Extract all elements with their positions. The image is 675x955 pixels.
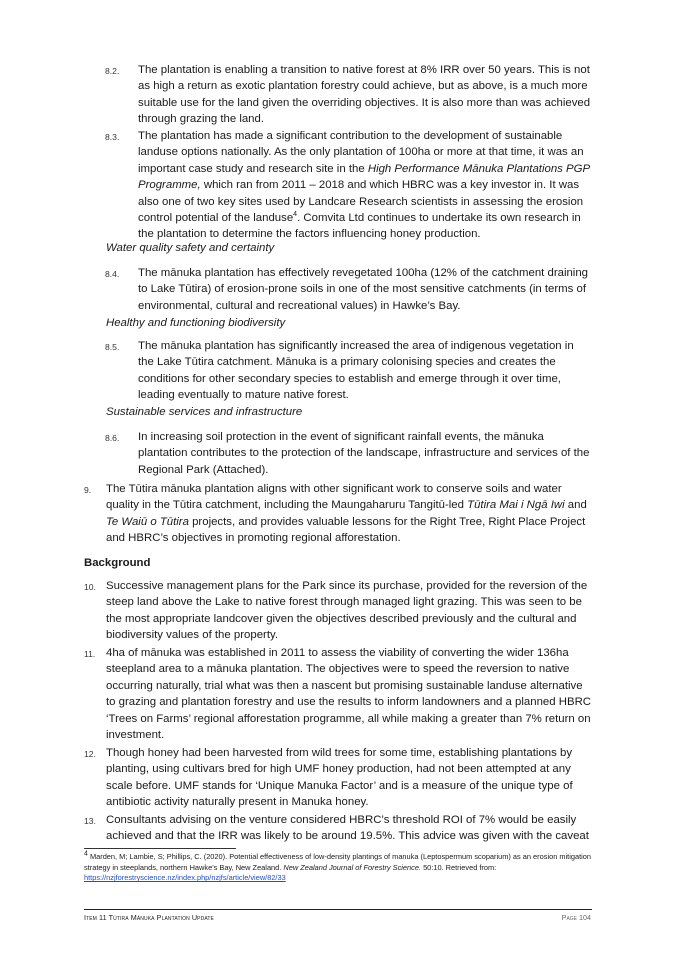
paragraph-8-6 bbox=[105, 429, 592, 478]
paragraph-number: 12. bbox=[84, 749, 96, 759]
subheading-water-quality: Water quality safety and certainty bbox=[106, 242, 275, 254]
paragraph-text: The mānuka plantation has effectively revegetated 100ha (12% of the catchment draining to Lake Tūtira) of erosion-prone soils in one of the most sensitive catchments (in terms of environmental, cultural and recreational values) in Hawke’s Bay. bbox=[138, 267, 589, 312]
paragraph-text: The Tūtira mānuka plantation aligns with other significant work to conserve soils and water quality in the Tūtira catchment, including the Maungaharuru Tangitū-led Tūtira Mai i Ngā Iwi and Te Waiū o Tūtira projects, and provides valuable lessons for the Right Tree, Right Place Project and HBRC’s objectives in promoting regional afforestation. bbox=[106, 483, 587, 545]
paragraph-text: In increasing soil protection in the event of significant rainfall events, the mānuka plantation contributes to the protection of the landscape, infrastructure and services of the Regional Park (Attached). bbox=[138, 431, 590, 476]
paragraph-number: 8.6. bbox=[105, 433, 120, 443]
paragraph-number: 8.4. bbox=[105, 269, 120, 279]
paragraph-number: 8.3. bbox=[105, 132, 120, 142]
paragraph-number: 9. bbox=[84, 485, 92, 495]
paragraph-text: Successive management plans for the Park since its purchase, provided for the reversion of the steep land above the Lake to native forest through managed light grazing. This was seen to be the most appropriate landcover given the objectives described previously and the cultural and biodiversity values of the property. bbox=[106, 580, 588, 642]
paragraph-text: The mānuka plantation has significantly increased the area of indigenous vegetation in the Lake Tūtira catchment. Mānuka is a primary colonising species and creates the conditions for other secondary species to establish and emerge through it over time, leading eventually to mature native forest. bbox=[138, 340, 574, 402]
paragraph-text: Consultants advising on the venture considered HBRC’s threshold ROI of 7% would be easily achieved and that the IRR was likely to be around 19.5%. This advice was given with the caveat bbox=[106, 814, 589, 843]
footer-divider bbox=[84, 909, 592, 910]
paragraph-text: Though honey had been harvested from wild trees for some time, establishing plantations by planting, using cultivars bred for high UMF honey production, had not been attempted at any scale before. UMF stands for ‘Unique Manuka Factor’ and is a measure of the unique type of antibiotic activity naturally present in Manuka honey. bbox=[106, 747, 573, 809]
footnote-reference[interactable]: 4 bbox=[293, 211, 298, 219]
project-name: Tūtira Mai i Ngā Iwi bbox=[467, 499, 565, 512]
paragraph-text: The plantation has made a significant contribution to the development of sustainable landuse options nationally. As the only plantation of 100ha or more at that time, it was an important case study and research site in the High Performance Mānuka Plantations PGP Programme, which ran from 2011 – 2018 and which HBRC was a key investor in. It was also one of two key sites used by Landcare Research scientists in assessing the erosion control potential of the landuse$^4$. Comvita Ltd continues to undertake its own research in the plantation to determine the factors influencing honey production. bbox=[138, 130, 590, 241]
subheading-services: Sustainable services and infrastructure bbox=[106, 406, 303, 418]
paragraph-text: The plantation is enabling a transition to native forest at 8% IRR over 50 years. This is not as high a return as exotic plantation forestry could achieve, but as above, is a much more suitable use for the land given the overriding objectives. It is also more than was achieved through grazing the land. bbox=[138, 64, 591, 126]
paragraph-9 bbox=[84, 481, 592, 547]
paragraph-8-2 bbox=[105, 62, 592, 128]
journal-name: New Zealand Journal of Forestry Science. bbox=[283, 862, 422, 872]
paragraph-number: 8.2. bbox=[105, 66, 120, 76]
paragraph-12 bbox=[84, 745, 592, 811]
paragraph-11 bbox=[84, 645, 592, 743]
footnote-marker: 4 bbox=[84, 850, 88, 858]
paragraph-text: 4ha of mānuka was established in 2011 to assess the viability of converting the wider 136ha steepland area to a mānuka plantation. The objectives were to speed the reversion to native occurring naturally, trial what was then a nascent but promising sustainable landuse alternative to grazing and plantation forestry and use the results to inform landowners and a planned HBRC ‘Trees on Farms’ regional afforestation programme, all while making a greater than 7% return on investment. bbox=[106, 647, 592, 742]
paragraph-8-5 bbox=[105, 338, 592, 404]
paragraph-10 bbox=[84, 578, 592, 644]
paragraph-13 bbox=[84, 812, 592, 845]
paragraph-number: 11. bbox=[84, 649, 96, 659]
footnote-link[interactable]: https://nzjforestryscience.nz/index.php/nzjfs/article/view/82/33 bbox=[84, 873, 286, 883]
project-name: Te Waiū o Tūtira bbox=[106, 515, 189, 528]
footnote: $^4$ Marden, M; Lambie, S; Phillips, C. (2020). Potential effectiveness of low-density plantings of manuka (Leptospermum scoparium) as an erosion mitigation strategy in steeplands, northern Hawke’s Bay, New Zealand. New Zealand Journal of Forestry Science. 50:10. Retrieved from: https://nzjforestryscience.nz/index.php/nzjfs/article/view/82/33 bbox=[84, 850, 591, 883]
paragraph-8-3 bbox=[105, 128, 592, 243]
paragraph-number: 13. bbox=[84, 816, 96, 826]
paragraph-number: 8.5. bbox=[105, 342, 120, 352]
subheading-biodiversity: Healthy and functioning biodiversity bbox=[106, 317, 286, 329]
footer-title: Item 11 Tūtira Mānuka Plantation Update bbox=[84, 913, 214, 922]
section-heading-background: Background bbox=[84, 557, 151, 569]
programme-name: High Performance Mānuka Plantations PGP Programme, bbox=[138, 162, 590, 192]
paragraph-number: 10. bbox=[84, 582, 96, 592]
footnote-separator bbox=[84, 848, 236, 849]
paragraph-8-4 bbox=[105, 265, 592, 314]
page-number: Page 104 bbox=[561, 913, 591, 922]
